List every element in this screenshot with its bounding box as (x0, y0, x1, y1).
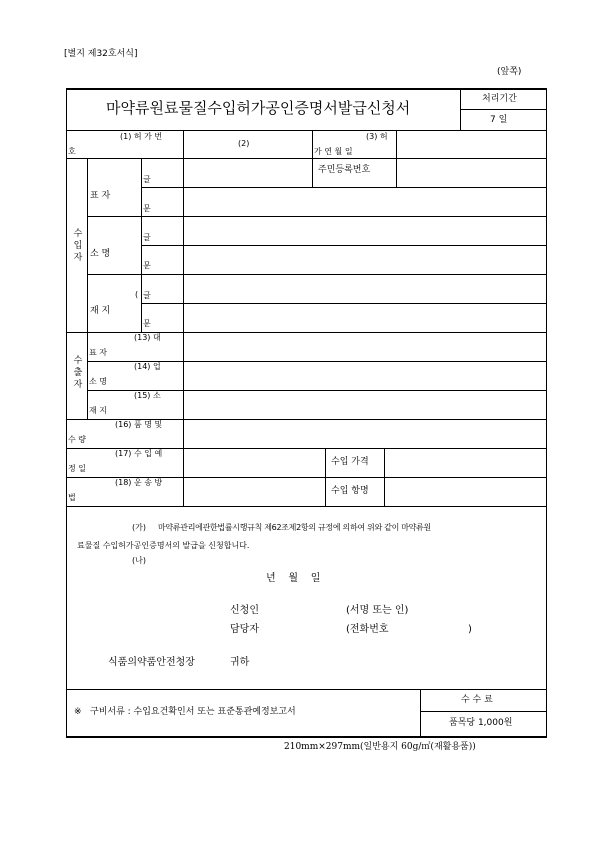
fee-col-div (420, 689, 421, 737)
importer-group-div (87, 158, 88, 332)
manager-phone: (전화번호 (346, 624, 389, 635)
form-title: 마약류원료물질수입허가공인증명서발급신청서 (106, 99, 411, 117)
importer-office-sub-b: 문 (143, 261, 151, 270)
row1-bottom (66, 158, 547, 159)
resident-number-label: 주민등록번호 (318, 165, 371, 175)
importer-group-label: 수입자 (73, 229, 83, 263)
exporter-addr-label: (15) 소 (134, 391, 161, 400)
import-price-label: 수입 가격 (331, 457, 369, 467)
permit-date-label-cont: 가 연 월 일 (314, 147, 353, 156)
exporter-biz-label: (14) 업 (134, 362, 161, 371)
declaration-mark-b: (나) (132, 556, 146, 565)
frame-right (546, 88, 547, 737)
permit-date-label: (3) 허 (366, 132, 388, 141)
permit-number-label-cont: 호 (68, 147, 76, 156)
front-side-label: (앞쪽) (497, 67, 522, 77)
importer-rep-sub-a: 글 (143, 175, 151, 184)
exporter-group-label: 수출자 (73, 356, 83, 390)
permit-number-label: (1) 허 가 번 (120, 132, 163, 141)
application-date: 년 월 일 (266, 573, 321, 584)
value-col-div-importer (183, 158, 184, 332)
fee-label: 수 수 료 (461, 695, 493, 705)
footer-top (66, 689, 547, 690)
exporter-addr-label-cont: 재 지 (89, 406, 107, 415)
transport-label: (18) 운 송 방 (115, 478, 163, 487)
importer-rep-label: 표 자 (90, 191, 111, 201)
office-mid-line (141, 245, 547, 246)
importer-rep-sub-b: 문 (143, 204, 151, 213)
item-col-div (183, 419, 184, 448)
exporter-biz-label-cont: 소 명 (89, 377, 107, 386)
permit-number-value: (2) (238, 139, 250, 148)
importer-addr-sub-a: 글 (143, 291, 151, 300)
applicant-label: 신청인 (230, 605, 259, 616)
importer-addr-label: 재 지 (90, 306, 111, 316)
office-bottom (87, 274, 547, 275)
form-number: [별지 제32호서식] (64, 49, 138, 59)
frame-bottom (66, 736, 547, 738)
importer-office-sub-a: 글 (143, 233, 151, 242)
title-bottom-line (66, 130, 547, 131)
importer-office-label: 소 명 (90, 249, 111, 259)
processing-divider (460, 109, 546, 110)
recipient: 식품의약품안전청장 (108, 657, 195, 668)
manager-label: 담당자 (230, 624, 259, 635)
declaration-line-2: 료물질 수입허가공인증명서의 발급을 신청합니다. (77, 541, 250, 550)
transport-label-cont: 법 (68, 493, 76, 502)
item-label-cont: 수 량 (68, 435, 86, 444)
exporter-rep-label: (13) 대 (134, 333, 161, 342)
fee-mid-line (420, 711, 547, 712)
importer-addr-paren: ( (135, 290, 139, 299)
addr-mid-line (141, 303, 547, 304)
processing-period-label: 처리기간 (482, 94, 517, 104)
frame-top (66, 88, 547, 90)
applicant-signature: (서명 또는 인) (346, 605, 409, 616)
rep-mid-line (141, 187, 547, 188)
docs-mark: ※ (74, 707, 82, 717)
import-port-label: 수입 항명 (331, 486, 369, 496)
item-label: (16) 품 명 및 (115, 420, 163, 429)
importer-addr-sub-b: 문 (143, 319, 151, 328)
transport-bottom (66, 506, 547, 507)
manager-phone-close: ) (468, 624, 472, 635)
required-docs: 구비서류 : 수입요건확인서 또는 표준통관예정보고서 (90, 707, 296, 717)
import-date-label: (17) 수 입 예 (115, 449, 163, 458)
fee-value: 품목당 1,000원 (449, 718, 513, 728)
value-col-div-exporter (183, 332, 184, 419)
declaration-mark-a: (가) (132, 523, 146, 532)
import-date-label-cont: 정 일 (68, 464, 86, 473)
exporter-rep-label-cont: 표 자 (89, 348, 107, 357)
recipient-honorific: 귀하 (230, 657, 250, 668)
paper-spec: 210mm×297mm(일반용지 60g/㎡(재활용품)) (284, 742, 476, 752)
exporter-group-div (87, 332, 88, 419)
processing-period-value: 7 일 (490, 115, 508, 125)
rep-bottom (87, 216, 547, 217)
declaration-line-1: 마약류관리에관한법률시행규칙 제62조제2항의 규정에 의하여 위와 같이 마약류원 (158, 523, 431, 532)
frame-left (66, 88, 67, 737)
